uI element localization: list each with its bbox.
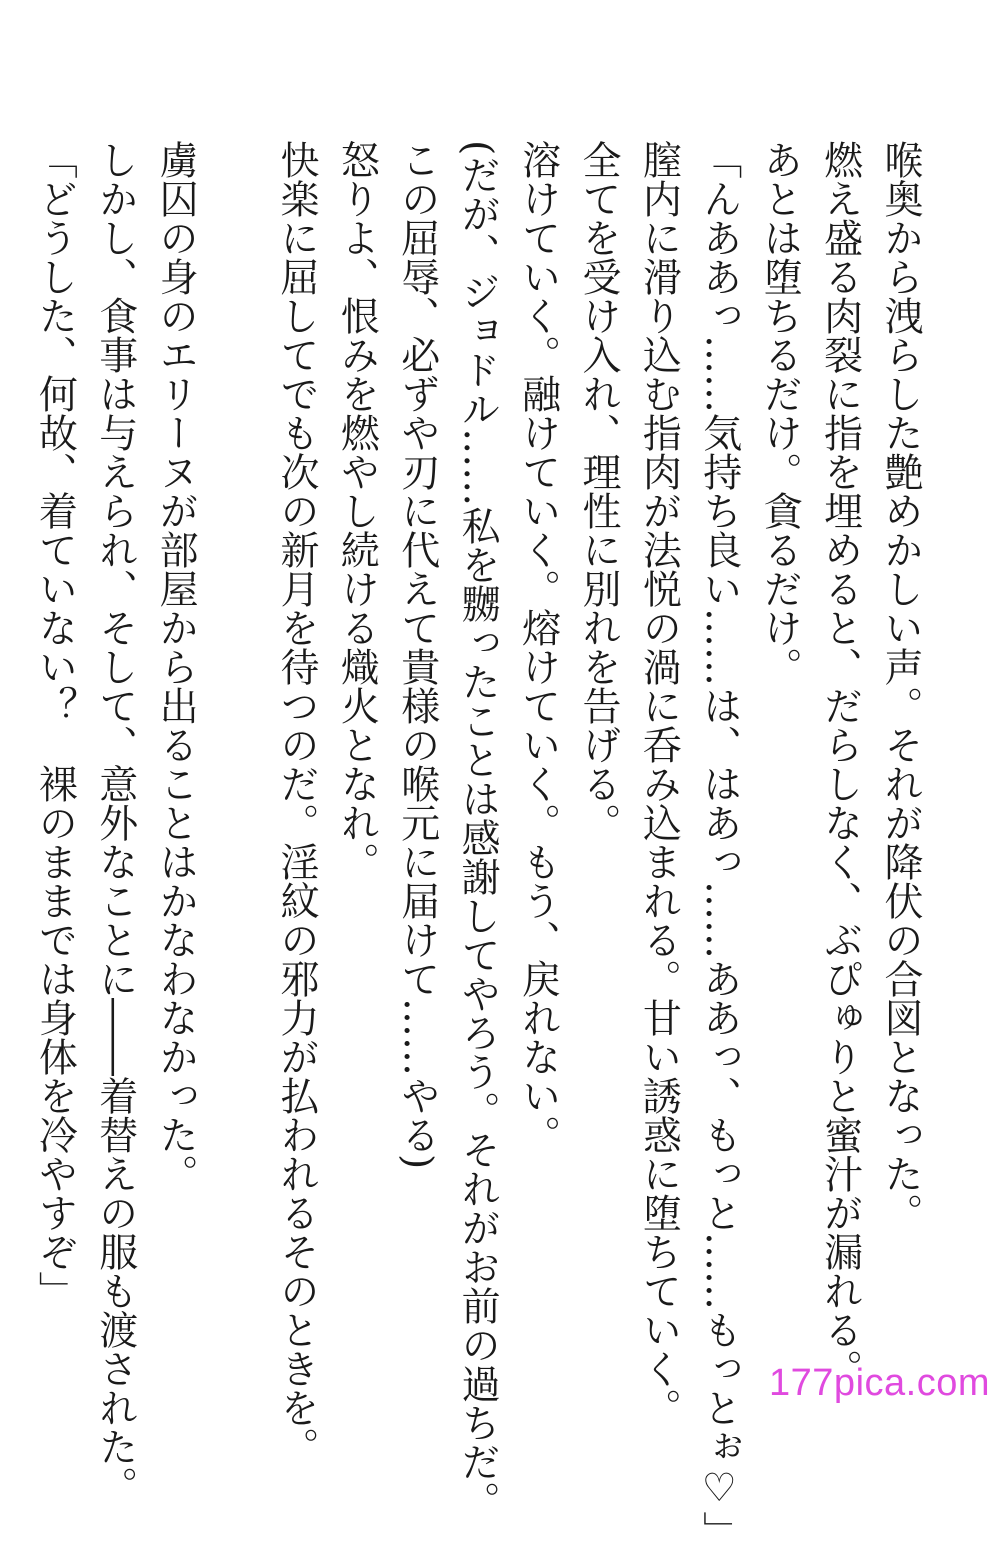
text-line-3: あとは堕ちるだけ。貪るだけ。: [757, 140, 803, 686]
text-line-4: 「んああっ……気持ち良い……は、はあっ……ああっ、もっと……もっとぉ♡」: [696, 140, 742, 1550]
text-line-7: 溶けていく。融けていく。熔けていく。もう、戻れない。: [515, 140, 561, 1154]
text-line-11: 快楽に屈してでも次の新月を待つのだ。淫紋の邪力が払われるそのときを。: [273, 140, 319, 1466]
text-line-6: 全てを受け入れ、理性に別れを告げる。: [575, 140, 621, 842]
text-line-8: (だが、ジョドル……私を嬲ったことは感謝してやろう。それがお前の過ちだ。: [455, 140, 501, 1521]
text-line-9: この屈辱、必ずや刃に代えて貴様の喉元に届けて……やる): [394, 140, 440, 1170]
blank-line: [205, 140, 265, 1370]
text-line-10: 怒りよ、恨みを燃やし続ける熾火となれ。: [334, 140, 380, 881]
text-line-2: 燃え盛る肉裂に指を埋めると、だらしなく、ぶぴゅりと蜜汁が漏れる。: [817, 140, 863, 1388]
text-line-5: 膣内に滑り込む指肉が法悦の渦に呑み込まれる。甘い誘惑に堕ちていく。: [636, 140, 682, 1427]
site-watermark: 177pica.com: [769, 1362, 990, 1404]
text-line-15: 「どうした、何故、着ていない？ 裸のままでは身体を冷やすぞ」: [32, 140, 78, 1310]
text-line-13: 虜囚の身のエリーヌが部屋から出ることはかなわなかった。: [153, 140, 199, 1193]
text-line-1: 喉奥から洩らした艶めかしい声。それが降伏の合図となった。: [878, 140, 923, 1232]
text-line-14: しかし、食事は与えられ、そして、意外なことに――着替えの服も渡された。: [92, 140, 138, 1505]
